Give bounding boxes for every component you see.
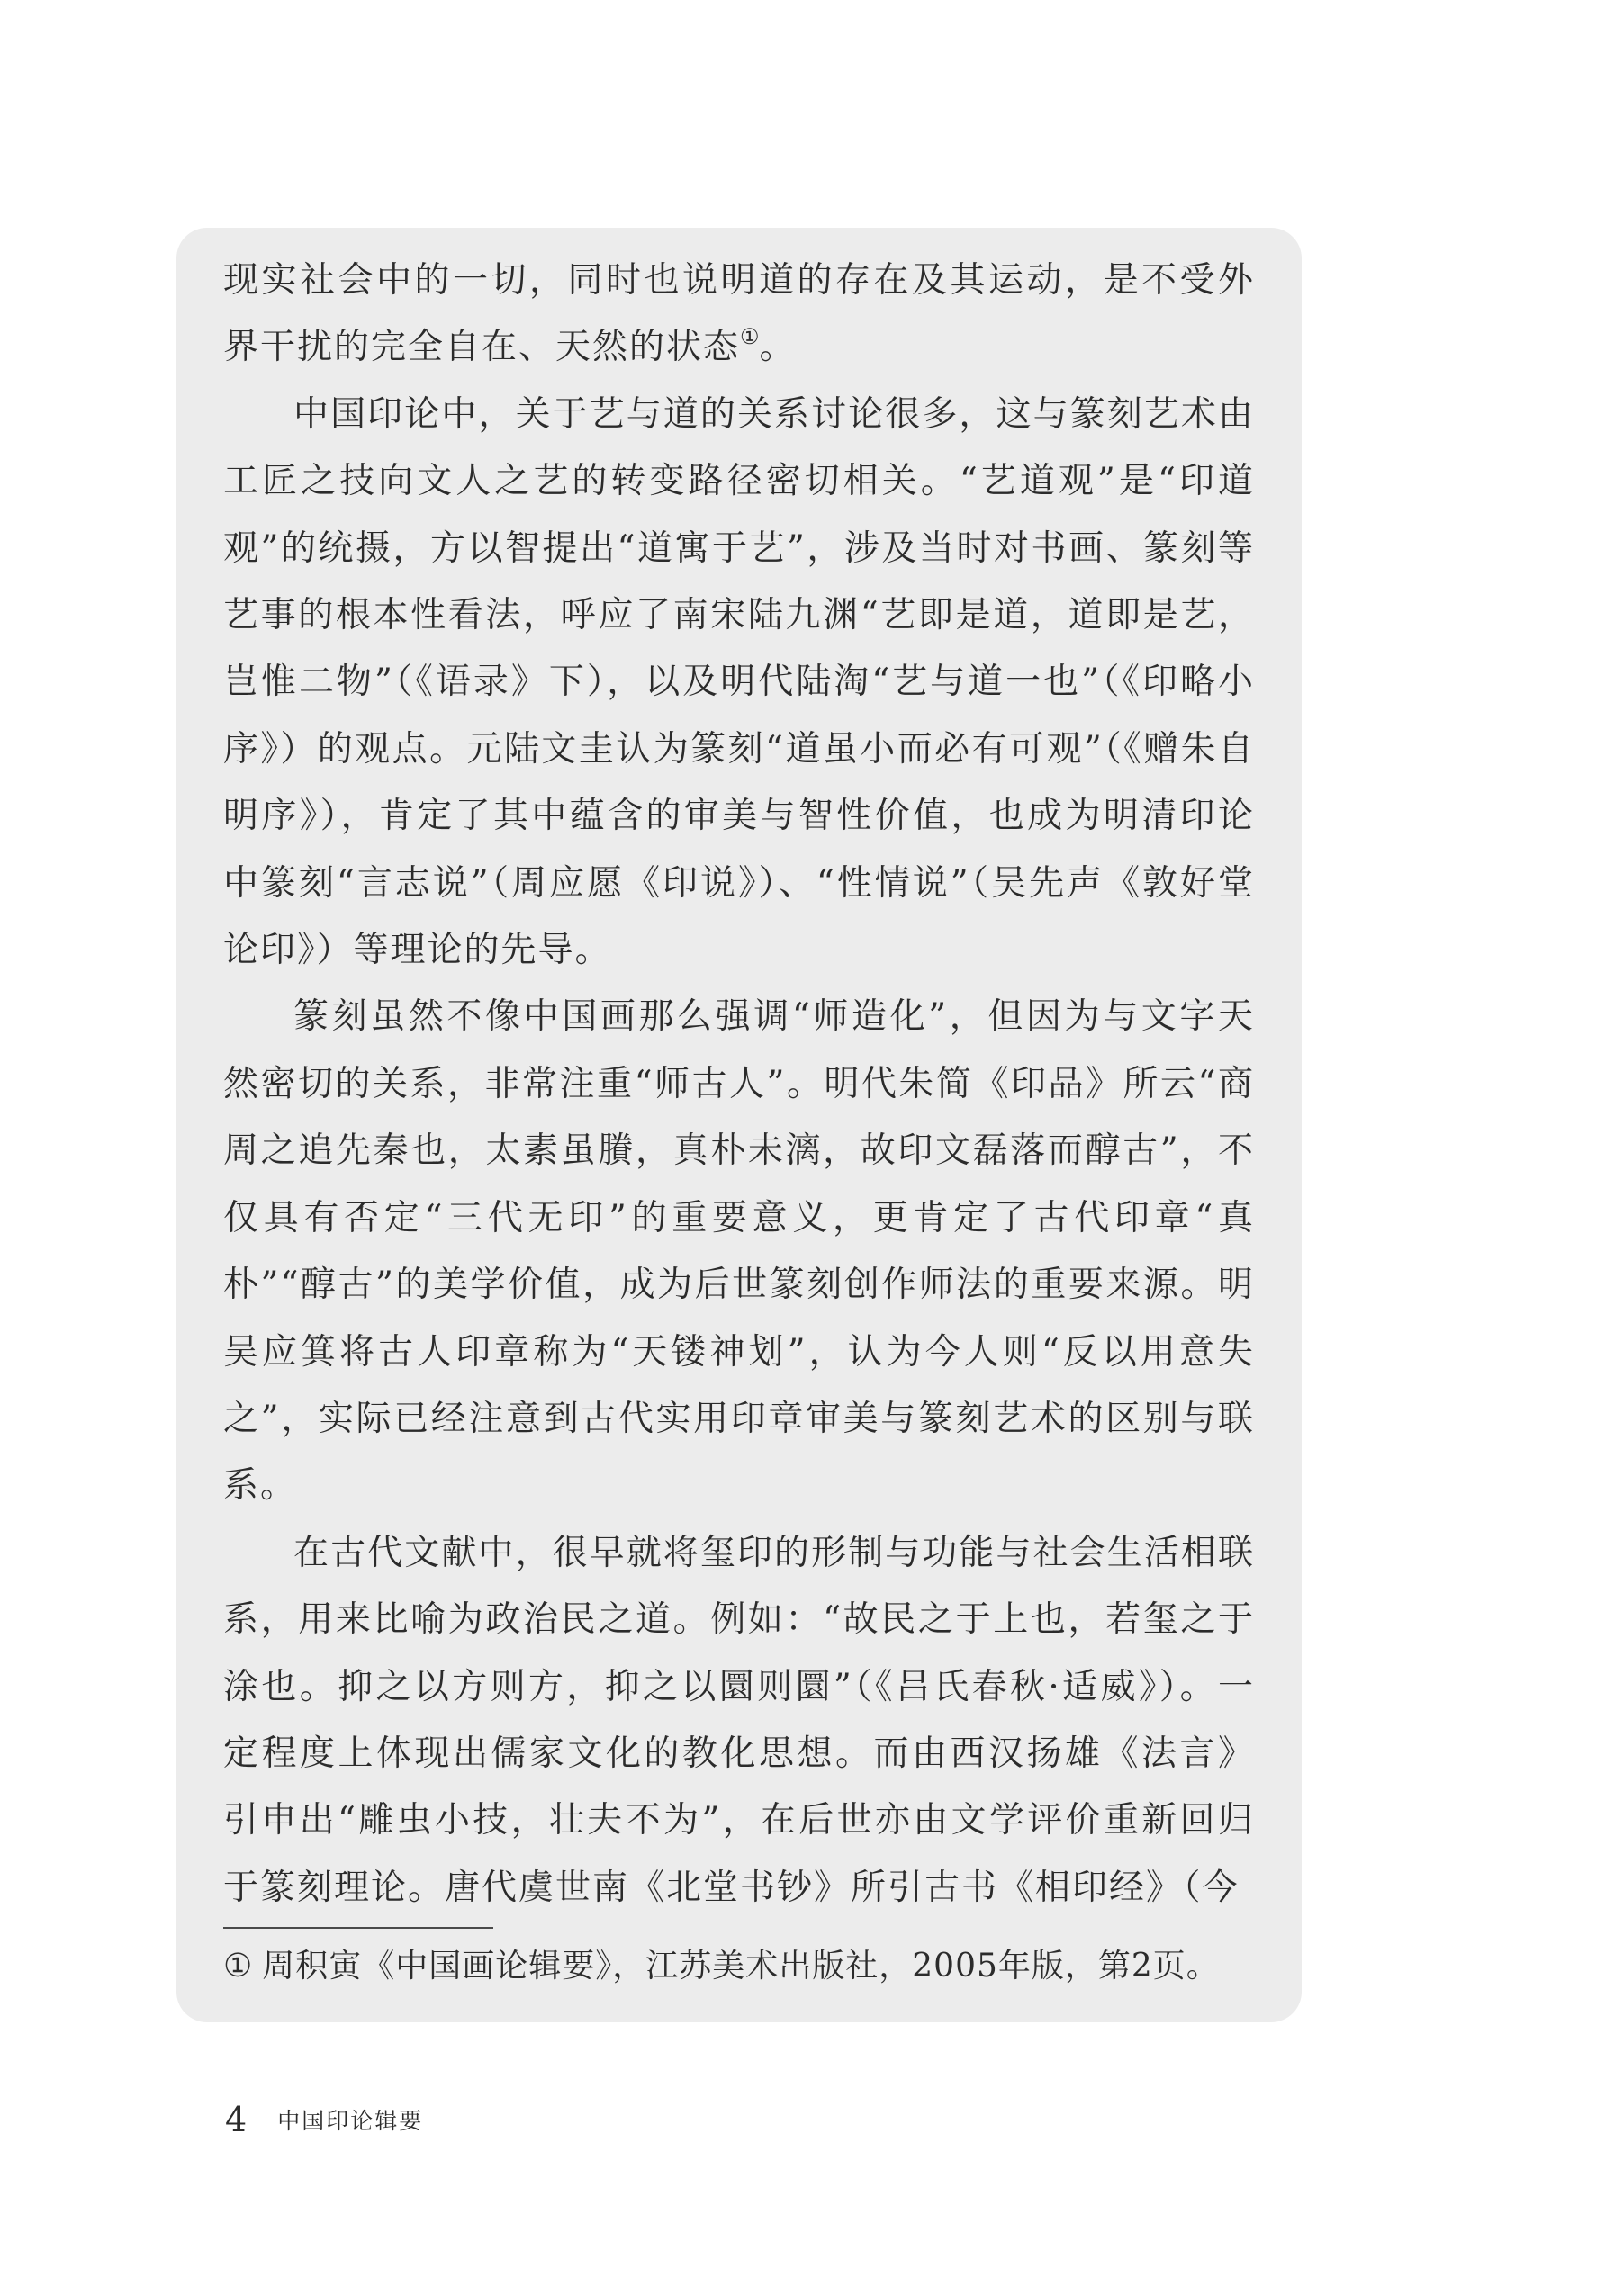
body-text	[223, 248, 1255, 1922]
footnote-text: 周积寅《中国画论辑要》，江苏美术出版社，2005年版，第2页。	[262, 1948, 1220, 1985]
text-panel	[176, 228, 1302, 2022]
footnote	[223, 1940, 1266, 1994]
paragraph	[223, 248, 1255, 382]
page-number: 4	[225, 2100, 248, 2139]
paragraph: 篆刻虽然不像中国画那么强调“师造化”，但因为与文字天然密切的关系，非常注重“师古人”。明代朱简《印品》所云“商周之追先秦也，太素虽賸，真朴未漓，故印文磊落而醇古”，不仅具有否定“三代无印”的重要意义，更肯定了古代印章“真朴”“醇古”的美学价值，成为后世篆刻创作师法的重要来源。明吴应箕将古人印章称为“天镂神划”，认为今人则“反以用意失之”，实际已经注意到古代实用印章审美与篆刻艺术的区别与联系。	[223, 996, 1255, 1507]
paragraph: 在古代文献中，很早就将玺印的形制与功能与社会生活相联系，用来比喻为政治民之道。例如：“故民之于上也，若玺之于涂也。抑之以方则方，抑之以圜则圜”（《吕氏春秋·适威》）。一定程度上体现出儒家文化的教化思想。而由西汉扬雄《法言》引申出“雕虫小技，壮夫不为”，在后世亦由文学评价重新回归于篆刻理论。唐代虞世南《北堂书钞》所引古书《相印经》（今	[223, 1532, 1255, 1908]
footnote-number: ①	[223, 1948, 254, 1985]
page-footer	[225, 2097, 423, 2142]
running-title: 中国印论辑要	[277, 2108, 424, 2134]
footnote-divider	[223, 1927, 493, 1929]
paragraph-text: 现实社会中的一切，同时也说明道的存在及其运动，是不受外界干扰的完全自在、天然的状态	[223, 260, 1255, 368]
footnote-reference: ①	[740, 324, 760, 350]
paragraph: 中国印论中，关于艺与道的关系讨论很多，这与篆刻艺术由工匠之技向文人之艺的转变路径密切相关。“艺道观”是“印道观”的统摄，方以智提出“道寓于艺”，涉及当时对书画、篆刻等艺事的根本性看法，呼应了南宋陆九渊“艺即是道，道即是艺，岂惟二物”（《语录》下），以及明代陆淘“艺与道一也”（《印略小序》）的观点。元陆文圭认为篆刻“道虽小而必有可观”（《赠朱自明序》），肯定了其中蕴含的审美与智性价值，也成为明清印论中篆刻“言志说”（周应愿《印说》）、“性情说”（吴先声《敦好堂论印》）等理论的先导。	[223, 393, 1255, 971]
paragraph-text-end: 。	[759, 327, 797, 368]
